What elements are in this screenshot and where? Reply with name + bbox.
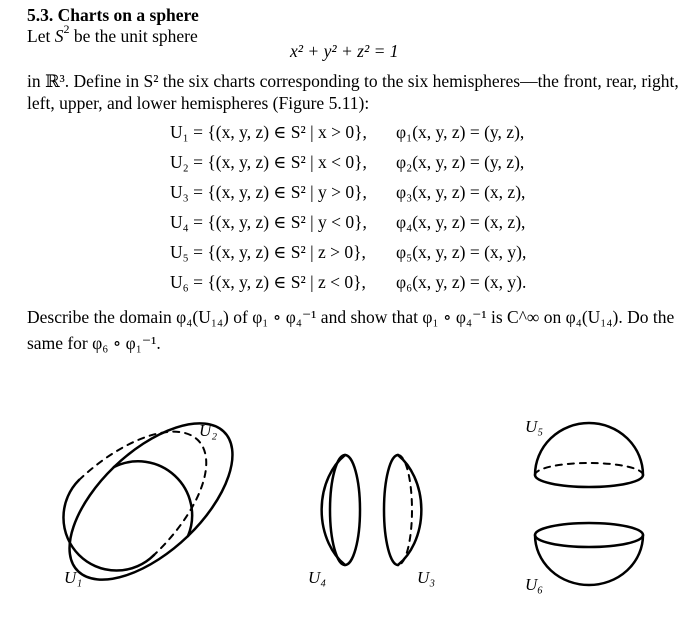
label-u2: U₂ [199,421,218,440]
chart-row [0,242,700,272]
chart-row [0,182,700,212]
definition-line-2: left, upper, and lower hemispheres (Figure 5.11): [27,93,370,113]
label-u4: U₄ [308,568,327,587]
sphere-symbol: S [54,26,64,46]
hemisphere-u6-drawing [535,523,643,585]
chart-set: U₃ = {(x, y, z) ∈ S² | y > 0}, [170,182,367,202]
chart-map: φ₂(x, y, z) = (y, z), [396,152,525,172]
chart-row [0,272,700,302]
chart-map: φ₃(x, y, z) = (x, z), [396,182,526,202]
chart-row [0,152,700,182]
label-u1: U₁ [64,568,83,587]
definition-line-1: in ℝ³. Define in S² the six charts corresponding to the six hemispheres—the front, rear, right, [27,71,679,91]
hemispheres-figure [0,405,700,617]
chart-row [0,122,700,152]
chart-row [0,212,700,242]
question-line-2: same for φ₆ ∘ φ₁⁻¹. [27,333,161,353]
chart-map: φ₅(x, y, z) = (x, y), [396,242,527,262]
hemisphere-u4-drawing [322,455,360,565]
sphere-superscript: 2 [63,22,70,37]
hemisphere-u5-drawing [535,423,643,487]
chart-set: U₄ = {(x, y, z) ∈ S² | y < 0}, [170,212,367,232]
let-text: Let [27,26,55,46]
chart-map: φ₄(x, y, z) = (x, z), [396,212,526,232]
label-u6: U₆ [525,575,544,594]
intro-line [27,22,198,47]
chart-set: U₂ = {(x, y, z) ∈ S² | x < 0}, [170,152,367,172]
be-text: be the unit sphere [69,26,198,46]
chart-set: U₁ = {(x, y, z) ∈ S² | x > 0}, [170,122,367,142]
question-line-1: Describe the domain φ₄(U₁₄) of φ₁ ∘ φ₄⁻¹ and show that φ₁ ∘ φ₄⁻¹ is C^∞ on φ₄(U₁₄). Do the [27,307,675,327]
chart-set: U₆ = {(x, y, z) ∈ S² | z < 0}, [170,272,366,292]
chart-set: U₅ = {(x, y, z) ∈ S² | z > 0}, [170,242,366,262]
label-u3: U₃ [417,568,436,587]
label-u5: U₅ [525,417,544,436]
chart-map: φ₆(x, y, z) = (x, y). [396,272,527,292]
chart-map: φ₁(x, y, z) = (y, z), [396,122,525,142]
sphere-equation: x² + y² + z² = 1 [290,41,399,61]
hemisphere-u3-drawing [384,455,421,565]
section-title: 5.3. Charts on a sphere [27,5,199,25]
